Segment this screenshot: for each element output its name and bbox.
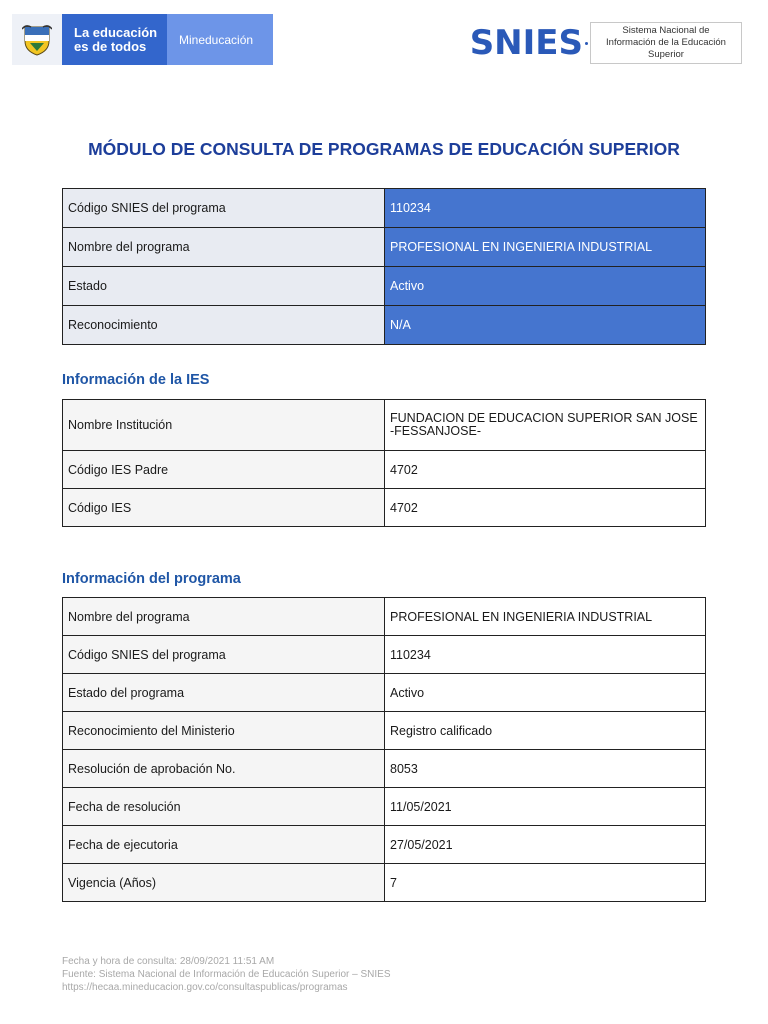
snies-description: Sistema Nacional de Información de la Educación Superior	[590, 22, 742, 64]
row-label: Código SNIES del programa	[63, 636, 385, 674]
row-value: PROFESIONAL EN INGENIERIA INDUSTRIAL	[385, 598, 706, 636]
snies-logo-block	[470, 22, 742, 64]
row-value: 8053	[385, 750, 706, 788]
source-url: https://hecaa.mineducacion.gov.co/consultaspublicas/programas	[62, 982, 348, 993]
table-row	[63, 400, 706, 451]
row-label: Reconocimiento	[63, 306, 385, 345]
colombia-coat-of-arms-icon	[12, 14, 62, 65]
table-row	[63, 598, 706, 636]
row-label: Código IES	[63, 489, 385, 527]
table-row	[63, 306, 706, 345]
query-timestamp: Fecha y hora de consulta: 28/09/2021 11:51 AM	[62, 956, 275, 967]
row-value: 110234	[385, 189, 706, 228]
slogan-text: La educación es de todos	[62, 14, 167, 65]
source-note: Fuente: Sistema Nacional de Información de Educación Superior – SNIES	[62, 969, 391, 980]
row-label: Reconocimiento del Ministerio	[63, 712, 385, 750]
row-value: 27/05/2021	[385, 826, 706, 864]
row-value: Activo	[385, 267, 706, 306]
snies-logo: SNIES	[469, 23, 583, 63]
ministry-label: Mineducación	[167, 14, 273, 65]
row-label: Código SNIES del programa	[63, 189, 385, 228]
row-value: 11/05/2021	[385, 788, 706, 826]
table-row	[63, 826, 706, 864]
row-label: Nombre Institución	[63, 400, 385, 451]
row-label: Fecha de ejecutoria	[63, 826, 385, 864]
table-row	[63, 750, 706, 788]
table-row	[63, 189, 706, 228]
row-value: 4702	[385, 451, 706, 489]
page-title: MÓDULO DE CONSULTA DE PROGRAMAS DE EDUCACIÓN SUPERIOR	[88, 139, 680, 159]
table-row	[63, 674, 706, 712]
row-value: 4702	[385, 489, 706, 527]
row-label: Vigencia (Años)	[63, 864, 385, 902]
row-label: Código IES Padre	[63, 451, 385, 489]
table-row	[63, 712, 706, 750]
row-value: Activo	[385, 674, 706, 712]
row-value: FUNDACION DE EDUCACION SUPERIOR SAN JOSE -FESSANJOSE-	[385, 400, 706, 451]
row-label: Fecha de resolución	[63, 788, 385, 826]
row-value: Registro calificado	[385, 712, 706, 750]
footer	[62, 955, 391, 994]
ies-info-table	[62, 399, 706, 527]
program-info-table	[62, 597, 706, 902]
ies-section-title: Información de la IES	[62, 372, 210, 388]
table-row	[63, 267, 706, 306]
table-row	[63, 636, 706, 674]
row-label: Estado	[63, 267, 385, 306]
row-value: PROFESIONAL EN INGENIERIA INDUSTRIAL	[385, 228, 706, 267]
row-value: 7	[385, 864, 706, 902]
program-section-title: Información del programa	[62, 571, 241, 587]
snies-logo-dot	[585, 42, 588, 45]
table-row	[63, 451, 706, 489]
table-row	[63, 489, 706, 527]
table-row	[63, 228, 706, 267]
row-value: 110234	[385, 636, 706, 674]
program-summary-table	[62, 188, 706, 345]
row-label: Nombre del programa	[63, 228, 385, 267]
header-banner	[12, 14, 273, 65]
table-row	[63, 788, 706, 826]
row-value: N/A	[385, 306, 706, 345]
table-row	[63, 864, 706, 902]
row-label: Resolución de aprobación No.	[63, 750, 385, 788]
row-label: Estado del programa	[63, 674, 385, 712]
row-label: Nombre del programa	[63, 598, 385, 636]
